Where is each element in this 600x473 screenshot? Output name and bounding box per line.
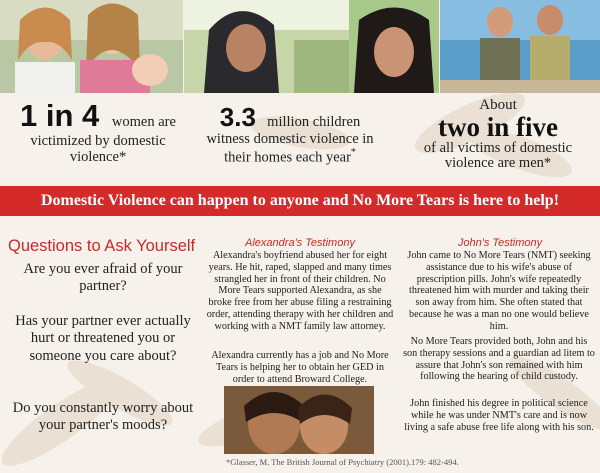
questions-title: Questions to Ask Yourself	[8, 237, 196, 255]
question-item: Has your partner ever actually hurt or threatened you or someone you care about?	[15, 313, 191, 364]
stat-children-text: million children witness domestic violence in their homes each year	[206, 114, 374, 166]
question-item: Are you ever afraid of your partner?	[23, 261, 183, 295]
help-banner: Domestic Violence can happen to anyone and No More Tears is here to help!	[0, 186, 600, 216]
stat-women-text: women are victimized by domestic violence	[30, 114, 176, 166]
stat-men-number: two in five	[438, 111, 558, 142]
question-item: Do you constantly worry about your partner's moods?	[12, 400, 194, 434]
two-men-photo	[440, 0, 600, 93]
stat-men-footnote-mark: *	[543, 154, 552, 171]
alexandra-testimony-p2: Alexandra currently has a job and No More Tears is helping her to obtain her GED in order to attend Broward College.	[211, 350, 389, 385]
john-testimony-p3: John finished his degree in political science while he was under NMT's care and is now living a safe abuse free life along with his son.	[404, 398, 594, 433]
stat-men	[398, 98, 598, 171]
girl-photo	[349, 0, 439, 93]
stat-children-number: 3.3	[219, 102, 264, 132]
john-testimony-p1: John came to No More Tears (NMT) seeking assistance due to his wife's abuse of prescription pills. John's wife repeatedly threatened him with murder and taking their son away from him. She often stated that because he was a man no one would believe him.	[407, 250, 591, 332]
stat-women-footnote-mark: *	[118, 149, 127, 166]
citation: *Glasser, M. The British Journal of Psychiatry (2001).179: 482-494.	[226, 457, 459, 467]
stat-women-number: 1 in 4	[20, 98, 108, 133]
photo-strip	[0, 0, 600, 93]
children-photo	[224, 386, 374, 454]
alexandra-testimony-title: Alexandra's Testimony	[245, 237, 355, 249]
stat-men-prefix: About	[479, 97, 517, 113]
alexandra-testimony-p1: Alexandra's boyfriend abused her for eight years. He hit, raped, slapped and many times strangled her in front of their children. No More Tears supported Alexandra, as she broke free from her abuse filing a restraining order, attending therapy with her children and working with a NMT family law attorney.	[206, 250, 394, 332]
mothers-with-baby-photo	[0, 0, 183, 93]
john-testimony-title: John's Testimony	[457, 237, 543, 249]
john-testimony-p2: No More Tears provided both, John and his son therapy sessions and a guardian ad litem to assure that John's son remained with him following the hearing of child custody.	[403, 336, 595, 383]
stat-men-text: of all victims of domestic violence are men	[423, 139, 573, 171]
woman-in-hijab-photo	[184, 0, 349, 93]
stat-children-footnote-mark: *	[350, 147, 356, 159]
stat-children	[200, 104, 380, 166]
stat-women	[8, 100, 188, 166]
